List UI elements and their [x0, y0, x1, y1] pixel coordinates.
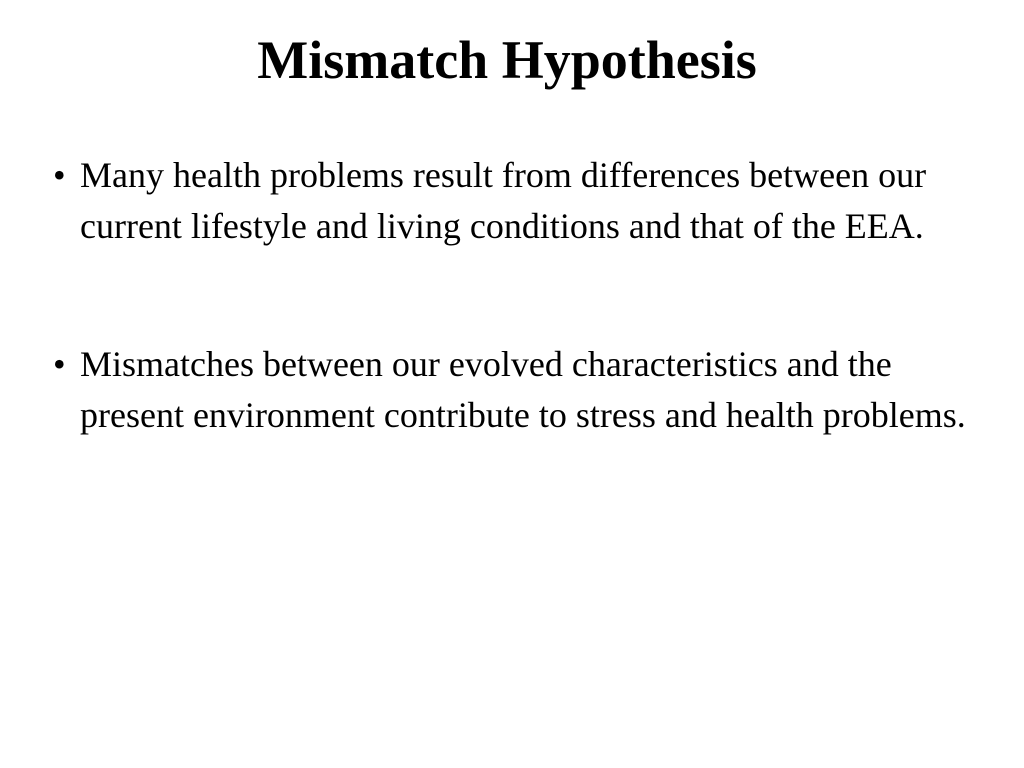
bullet-item: [50, 339, 985, 441]
bullet-marker: •: [53, 344, 66, 384]
bullet-item: [50, 150, 985, 252]
bullet-text: Mismatches between our evolved characteristics and the present environment contribute to stress and health problems.: [80, 344, 966, 435]
bullet-marker: •: [53, 155, 66, 195]
bullet-list: [50, 150, 985, 528]
slide-title: Mismatch Hypothesis: [257, 30, 757, 90]
bullet-text: Many health problems result from differences between our current lifestyle and living conditions and that of the EEA.: [80, 155, 927, 246]
